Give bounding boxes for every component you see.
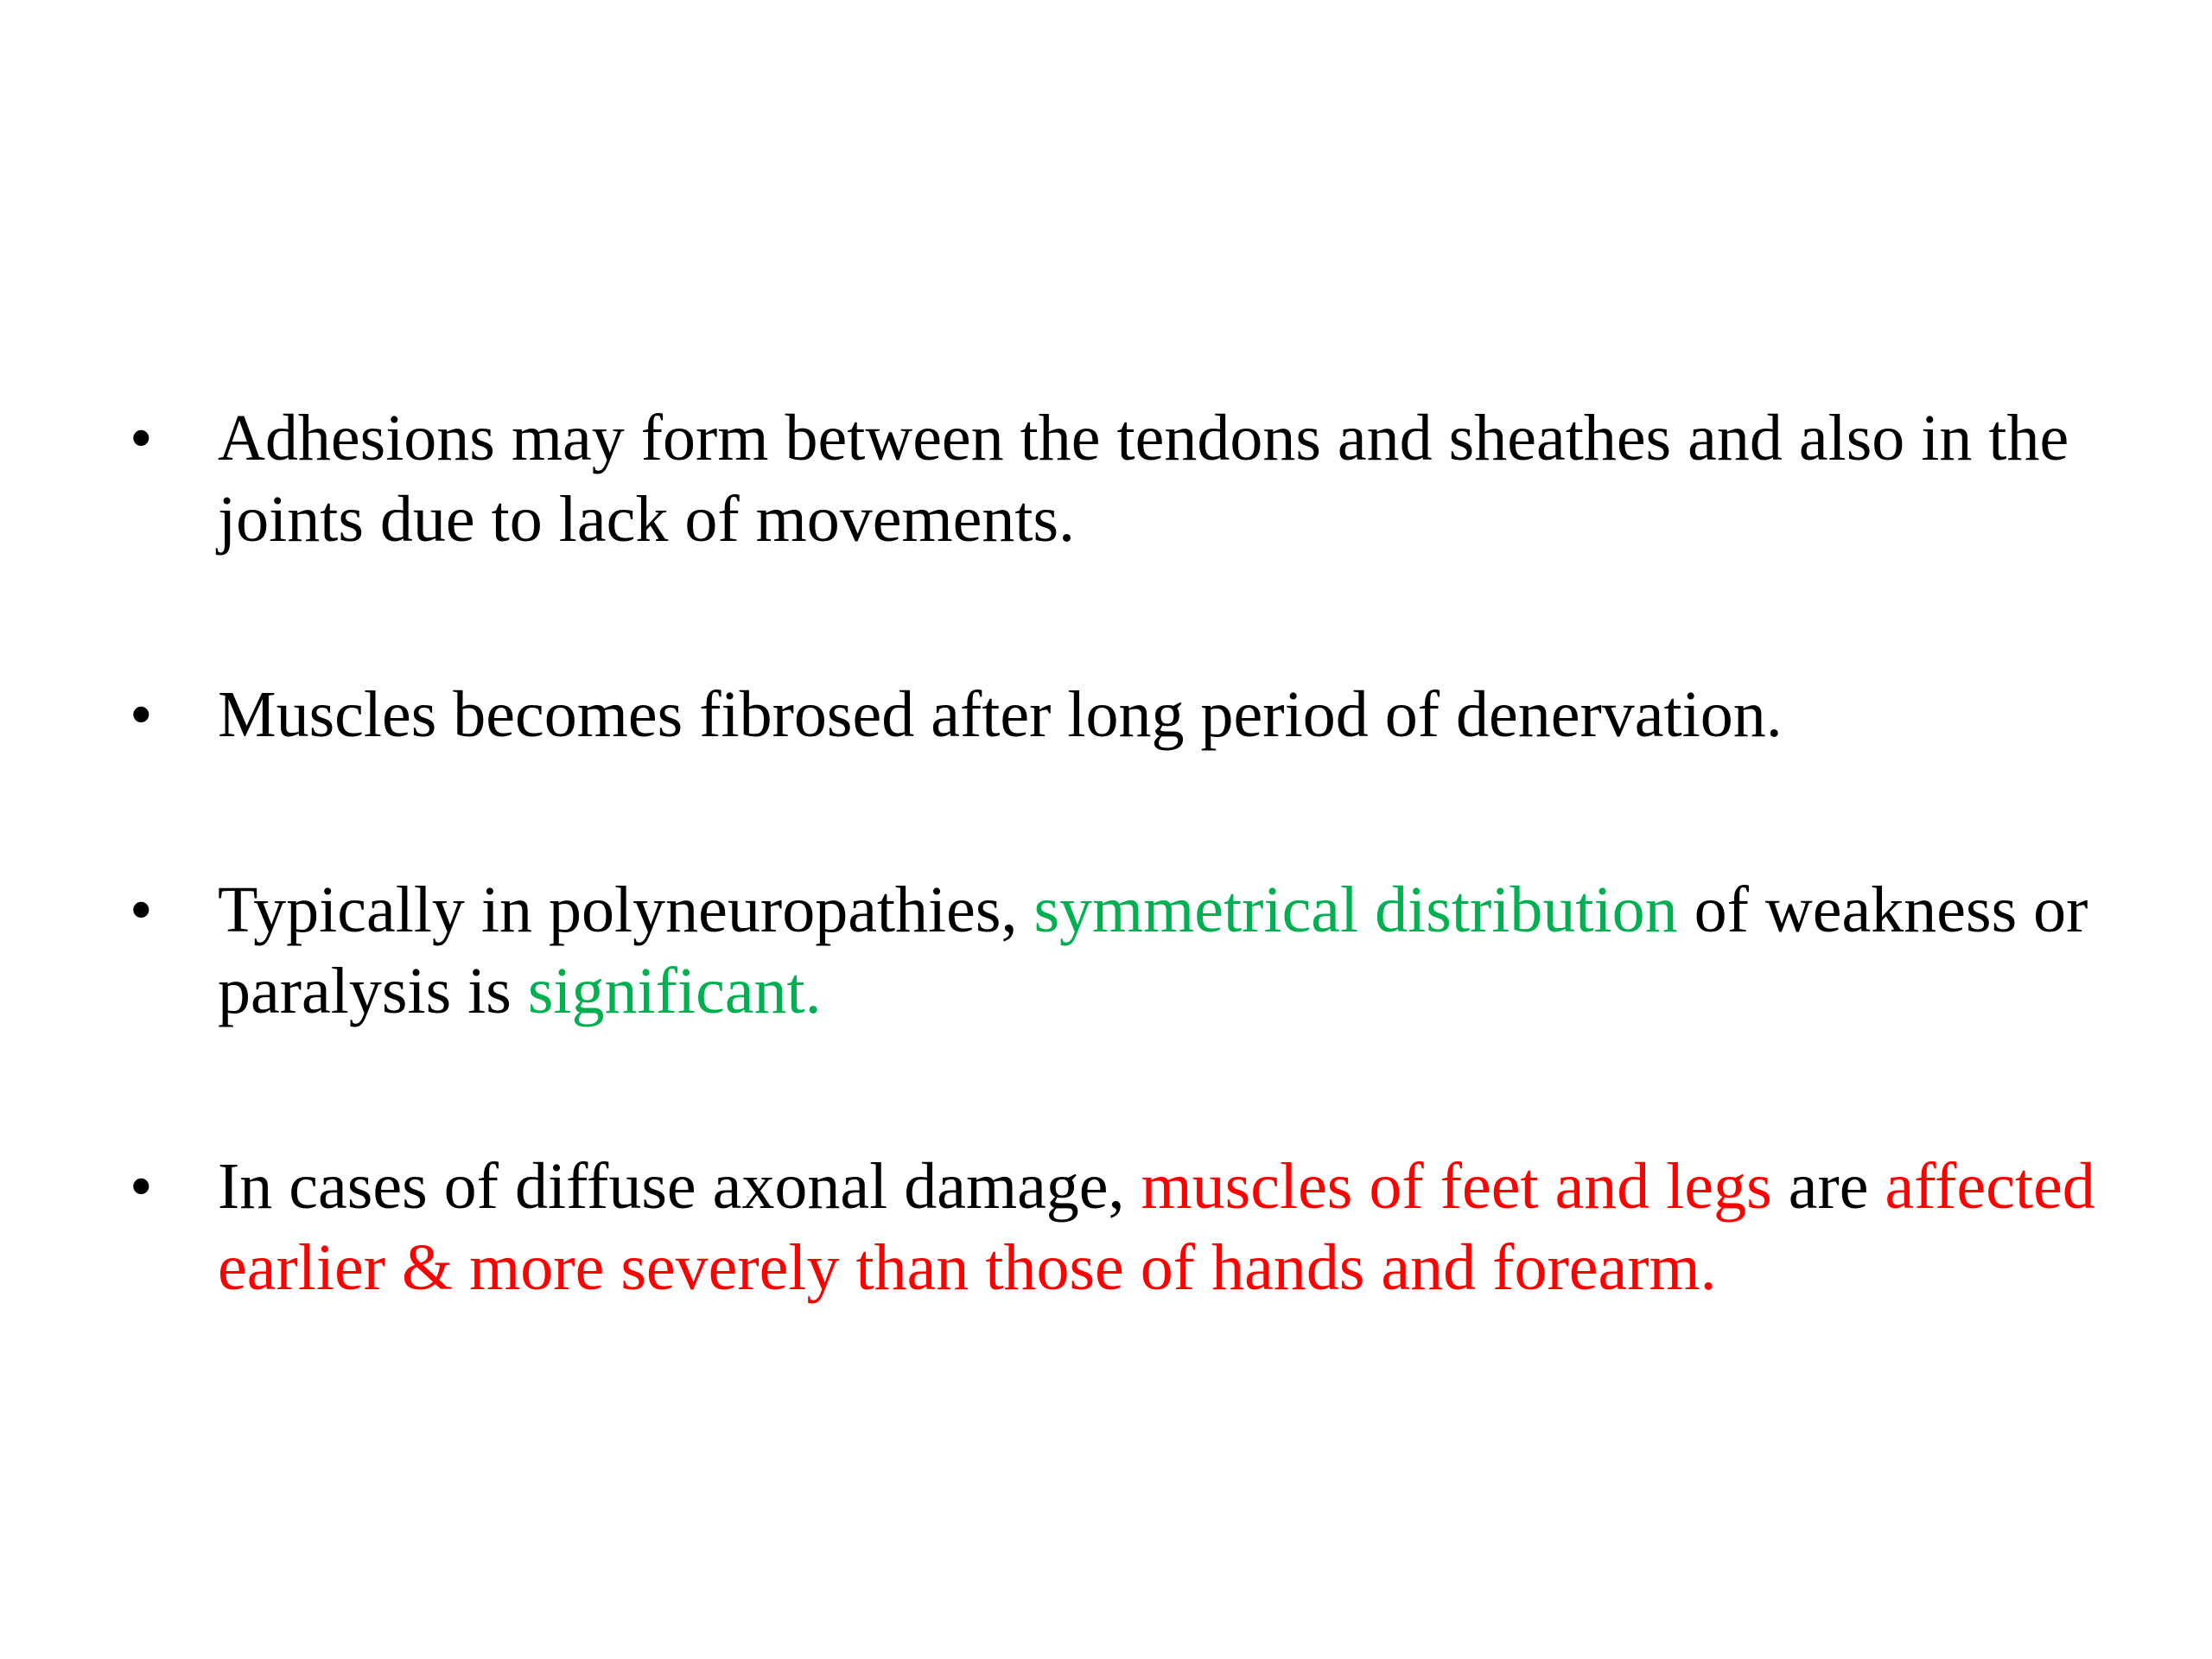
bullet-item-polyneuropathies (130, 869, 2117, 1032)
bullet-dot-icon: • (130, 874, 153, 946)
bullet-dot-icon: • (130, 1150, 153, 1223)
bullet-text-part: of weakness or paralysis is (218, 874, 2088, 1027)
bullet-text: Muscles becomes fibrosed after long period of denervation. (218, 678, 1783, 751)
bullet-text-part: Typically in polyneuropathies, (218, 874, 1034, 946)
bullet-dot-icon: • (130, 402, 153, 474)
bullet-list (130, 397, 2117, 1422)
bullet-item-adhesions (130, 397, 2117, 560)
bullet-item-axonal-damage (130, 1146, 2117, 1308)
highlight-feet-and-legs: muscles of feet and legs (1141, 1150, 1772, 1223)
highlight-symmetrical-distribution: symmetrical distribution (1033, 874, 1678, 946)
highlight-affected-earlier: affected earlier & more severely than those of hands and forearm. (218, 1150, 2095, 1304)
bullet-item-fibrosis (130, 674, 2117, 755)
bullet-text-part: are (1771, 1150, 1885, 1223)
highlight-significant: significant. (527, 955, 822, 1027)
bullet-text-part: In cases of diffuse axonal damage, (218, 1150, 1141, 1223)
bullet-dot-icon: • (130, 678, 153, 751)
bullet-text: Adhesions may form between the tendons and sheathes and also in the joints due to lack of movements. (218, 402, 2069, 556)
